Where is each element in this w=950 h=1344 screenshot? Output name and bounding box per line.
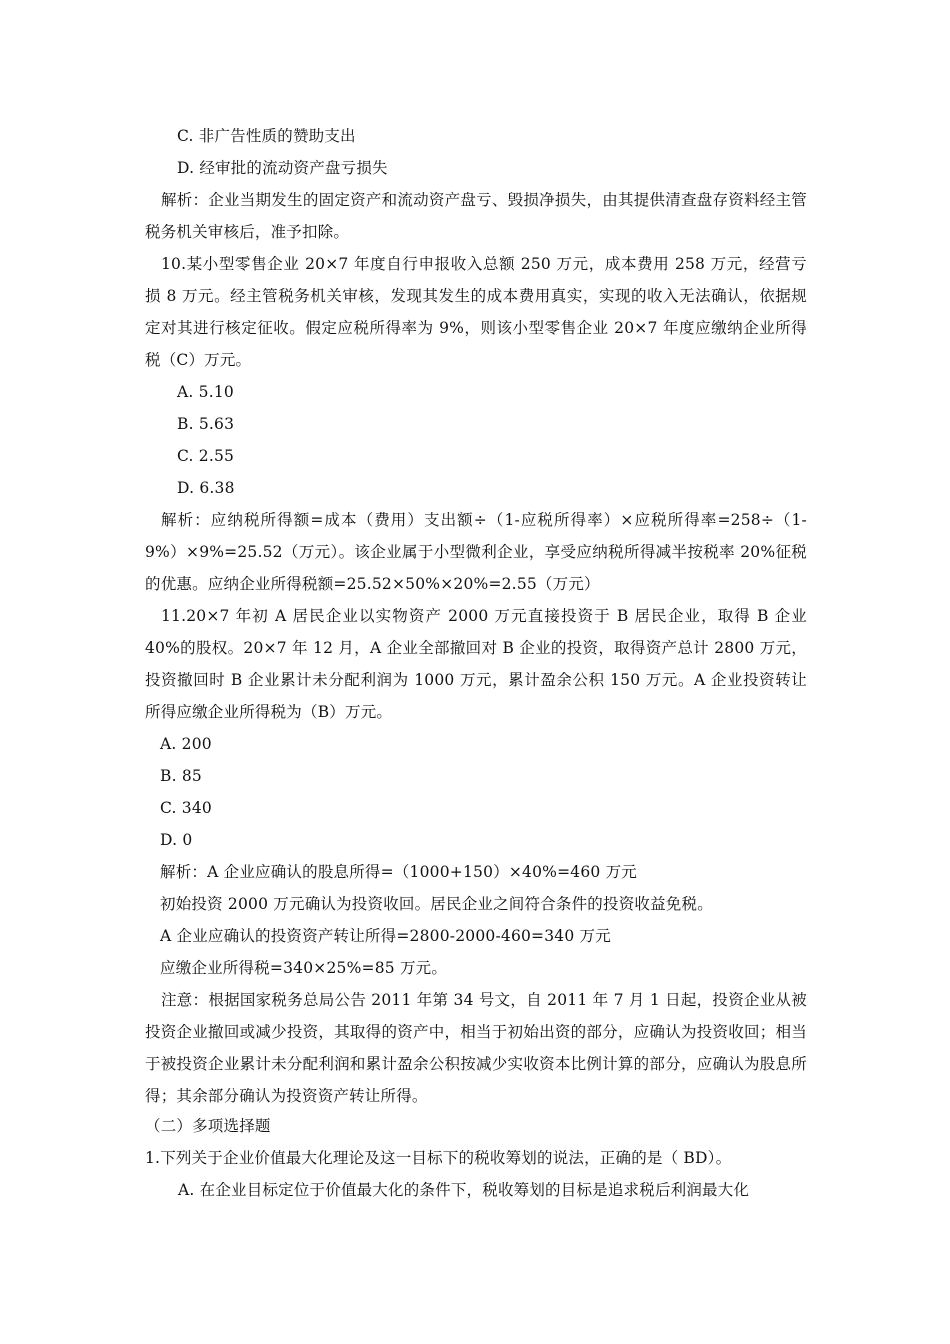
q9-option-c: C. 非广告性质的赞助支出 [177, 127, 356, 145]
q11-option-c: C. 340 [160, 799, 212, 817]
q10-question: 10.某小型零售企业 20×7 年度自行申报收入总额 250 万元，成本费用 258 万元，经营亏损 8 万元。经主管税务机关审核，发现其发生的成本费用真实，实现的收入无法确认，依据规定对其进行核定征收。假定应税所得率为 9%，则该小型零售企业 20×7 年度应缴纳企业所得税（C）万元。 [145, 255, 807, 369]
q10-option-b: B. 5.63 [177, 415, 235, 433]
section-heading: （二）多项选择题 [145, 1117, 271, 1135]
q10-option-c: C. 2.55 [177, 447, 235, 465]
q11-option-b: B. 85 [160, 767, 202, 785]
section2-q1: 1.下列关于企业价值最大化理论及这一目标下的税收筹划的说法，正确的是（ BD）。 [145, 1149, 732, 1167]
q11-note: 注意：根据国家税务总局公告 2011 年第 34 号文，自 2011 年 7 月 1 日起，投资企业从被投资企业撤回或减少投资，其取得的资产中，相当于初始出资的部分，应确认为投资收回；相当于被投资企业累计未分配利润和累计盈余公积按减少实收资本比例计算的部分，应确认为股息所得；其余部分确认为投资资产转让所得。 [145, 991, 807, 1105]
q9-option-d: D. 经审批的流动资产盘亏损失 [177, 159, 388, 177]
q11-analysis-line: 解析：A 企业应确认的股息所得=（1000+150）×40%=460 万元 [160, 863, 637, 881]
q11-option-a: A. 200 [160, 735, 212, 753]
section2-q1-option-a: A. 在企业目标定位于价值最大化的条件下，税收筹划的目标是追求税后利润最大化 [178, 1181, 750, 1199]
q11-option-d: D. 0 [160, 831, 193, 849]
q9-analysis: 解析：企业当期发生的固定资产和流动资产盘亏、毁损净损失，由其提供清查盘存资料经主管税务机关审核后，准予扣除。 [145, 191, 807, 241]
q11-analysis-line: 应缴企业所得税=340×25%=85 万元。 [160, 959, 448, 977]
q10-option-d: D. 6.38 [177, 479, 235, 497]
q10-analysis: 解析：应纳税所得额=成本（费用）支出额÷（1-应税所得率）×应税所得率=258÷（1-9%）×9%=25.52（万元）。该企业属于小型微利企业，享受应纳税所得减半按税率 20%征税的优惠。应纳企业所得税额=25.52×50%×20%=2.55（万元） [145, 511, 807, 593]
q11-analysis-line: 初始投资 2000 万元确认为投资收回。居民企业之间符合条件的投资收益免税。 [160, 895, 713, 913]
q11-analysis-line: A 企业应确认的投资资产转让所得=2800-2000-460=340 万元 [160, 927, 611, 945]
q10-option-a: A. 5.10 [177, 383, 234, 401]
q11-question: 11.20×7 年初 A 居民企业以实物资产 2000 万元直接投资于 B 居民企业，取得 B 企业 40%的股权。20×7 年 12 月，A 企业全部撤回对 B 企业的投资，取得资产总计 2800 万元，投资撤回时 B 企业累计未分配利润为 1000 万元，累计盈余公积 150 万元。A 企业投资转让所得应缴企业所得税为（B）万元。 [145, 607, 807, 721]
